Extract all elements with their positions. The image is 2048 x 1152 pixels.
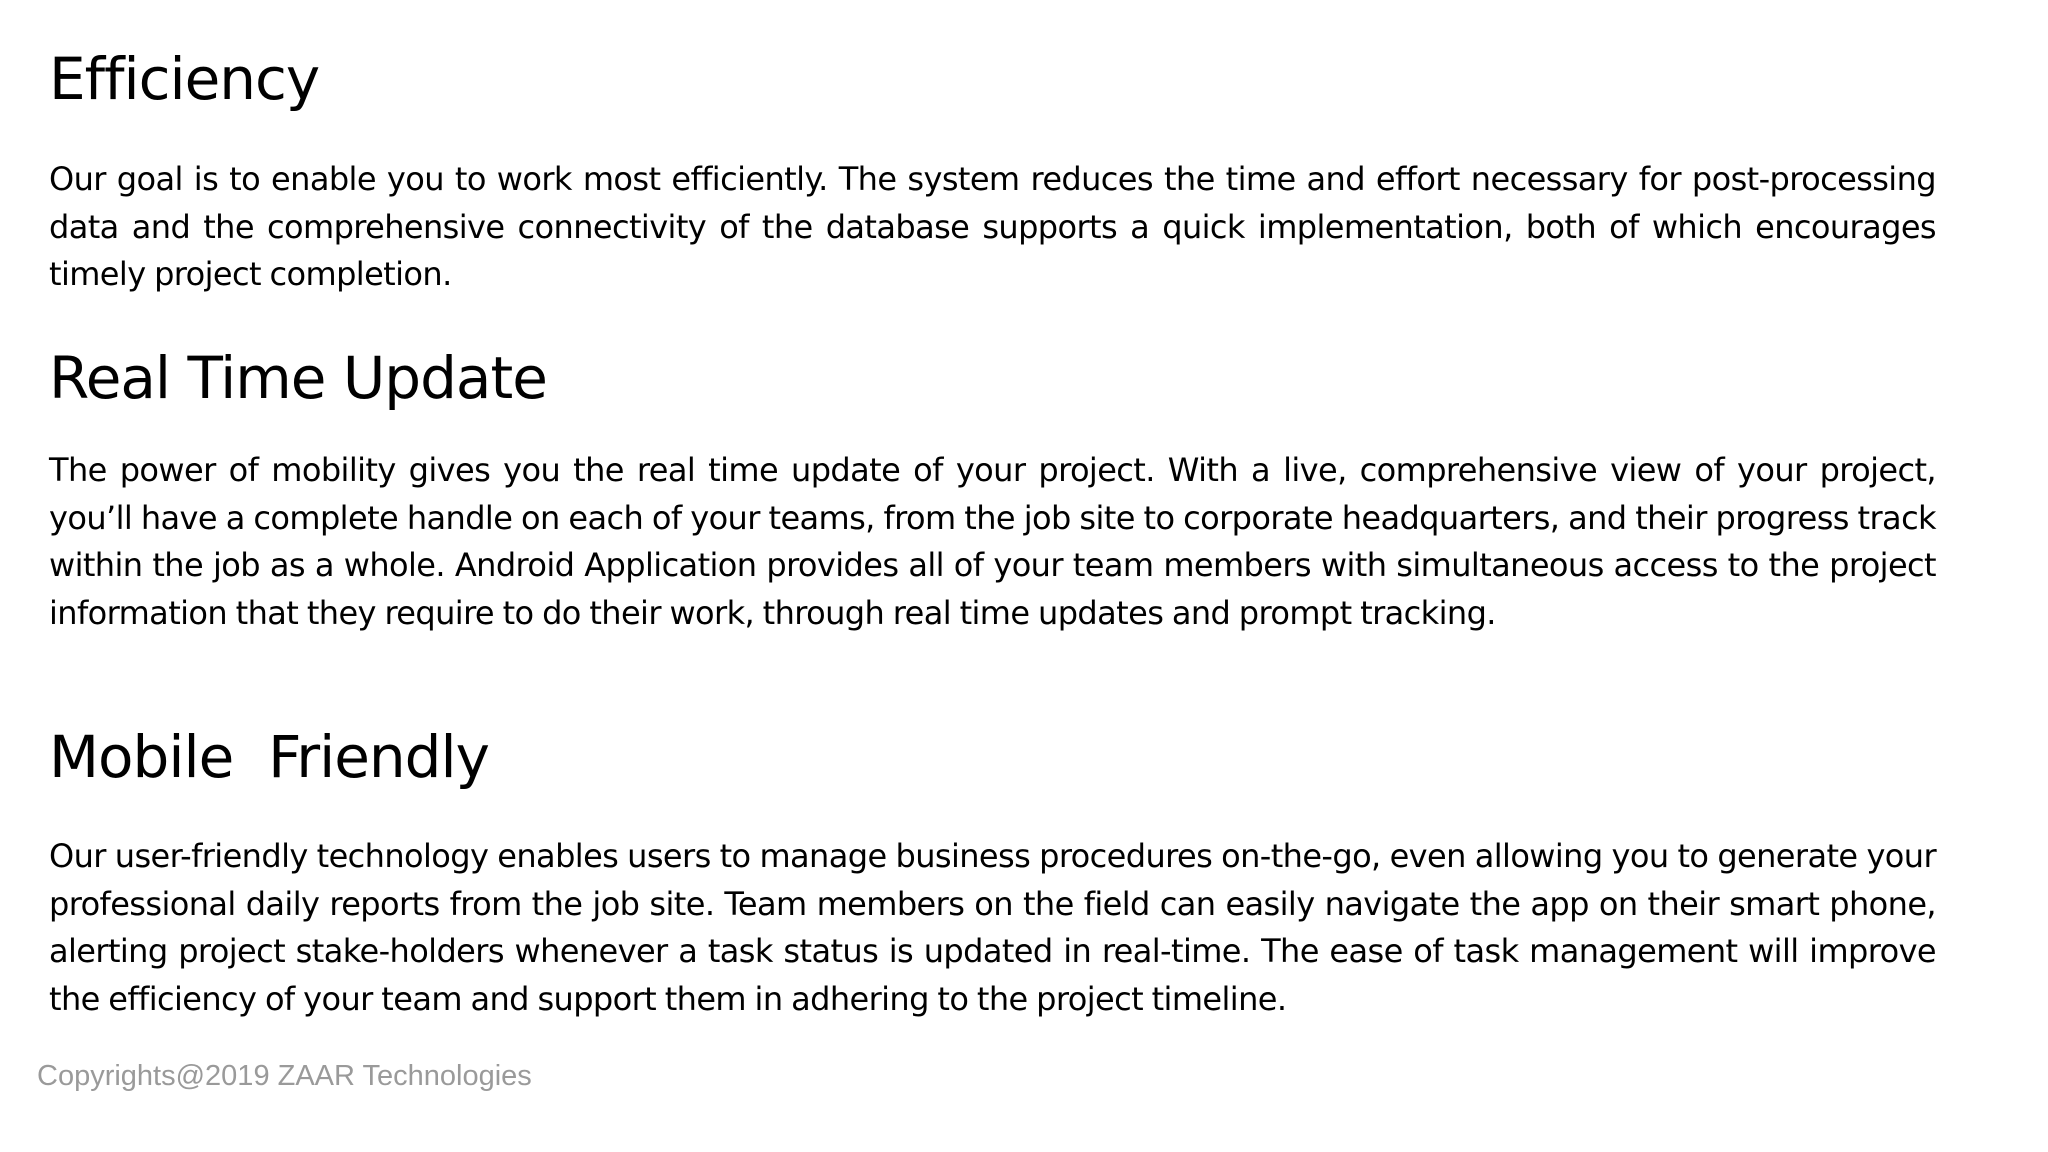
section-heading-mobile-friendly: Mobile Friendly [49, 723, 489, 791]
section-body-mobile-friendly: Our user-friendly technology enables users to manage business procedures on-the-go, even allowing you to generate your professional daily reports from the job site. Team members on the field can easily navigate the app on their smart phone, alerting project stake-holders whenever a task status is updated in real-time. The ease of task management will improve the efficiency of your team and support them in adhering to the project timeline. [49, 837, 1936, 1018]
section-heading-efficiency: Efficiency [49, 45, 320, 113]
section-body-efficiency: Our goal is to enable you to work most efficiently. The system reduces the time and effort necessary for post-processing data and the comprehensive connectivity of the database supports a quick implementation, both of which encourages timely project completion. [49, 160, 1936, 293]
section-body-real-time-update: The power of mobility gives you the real time update of your project. With a live, comprehensive view of your project, you’ll have a complete handle on each of your teams, from the job site to corporate headquarters, and their progress track within the job as a whole. Android Application provides all of your team members with simultaneous access to the project information that they require to do their work, through real time updates and prompt tracking. [49, 451, 1936, 632]
section-heading-real-time-update: Real Time Update [49, 344, 547, 412]
copyright-footer: Copyrights@2019 ZAAR Technologies [37, 1060, 532, 1092]
